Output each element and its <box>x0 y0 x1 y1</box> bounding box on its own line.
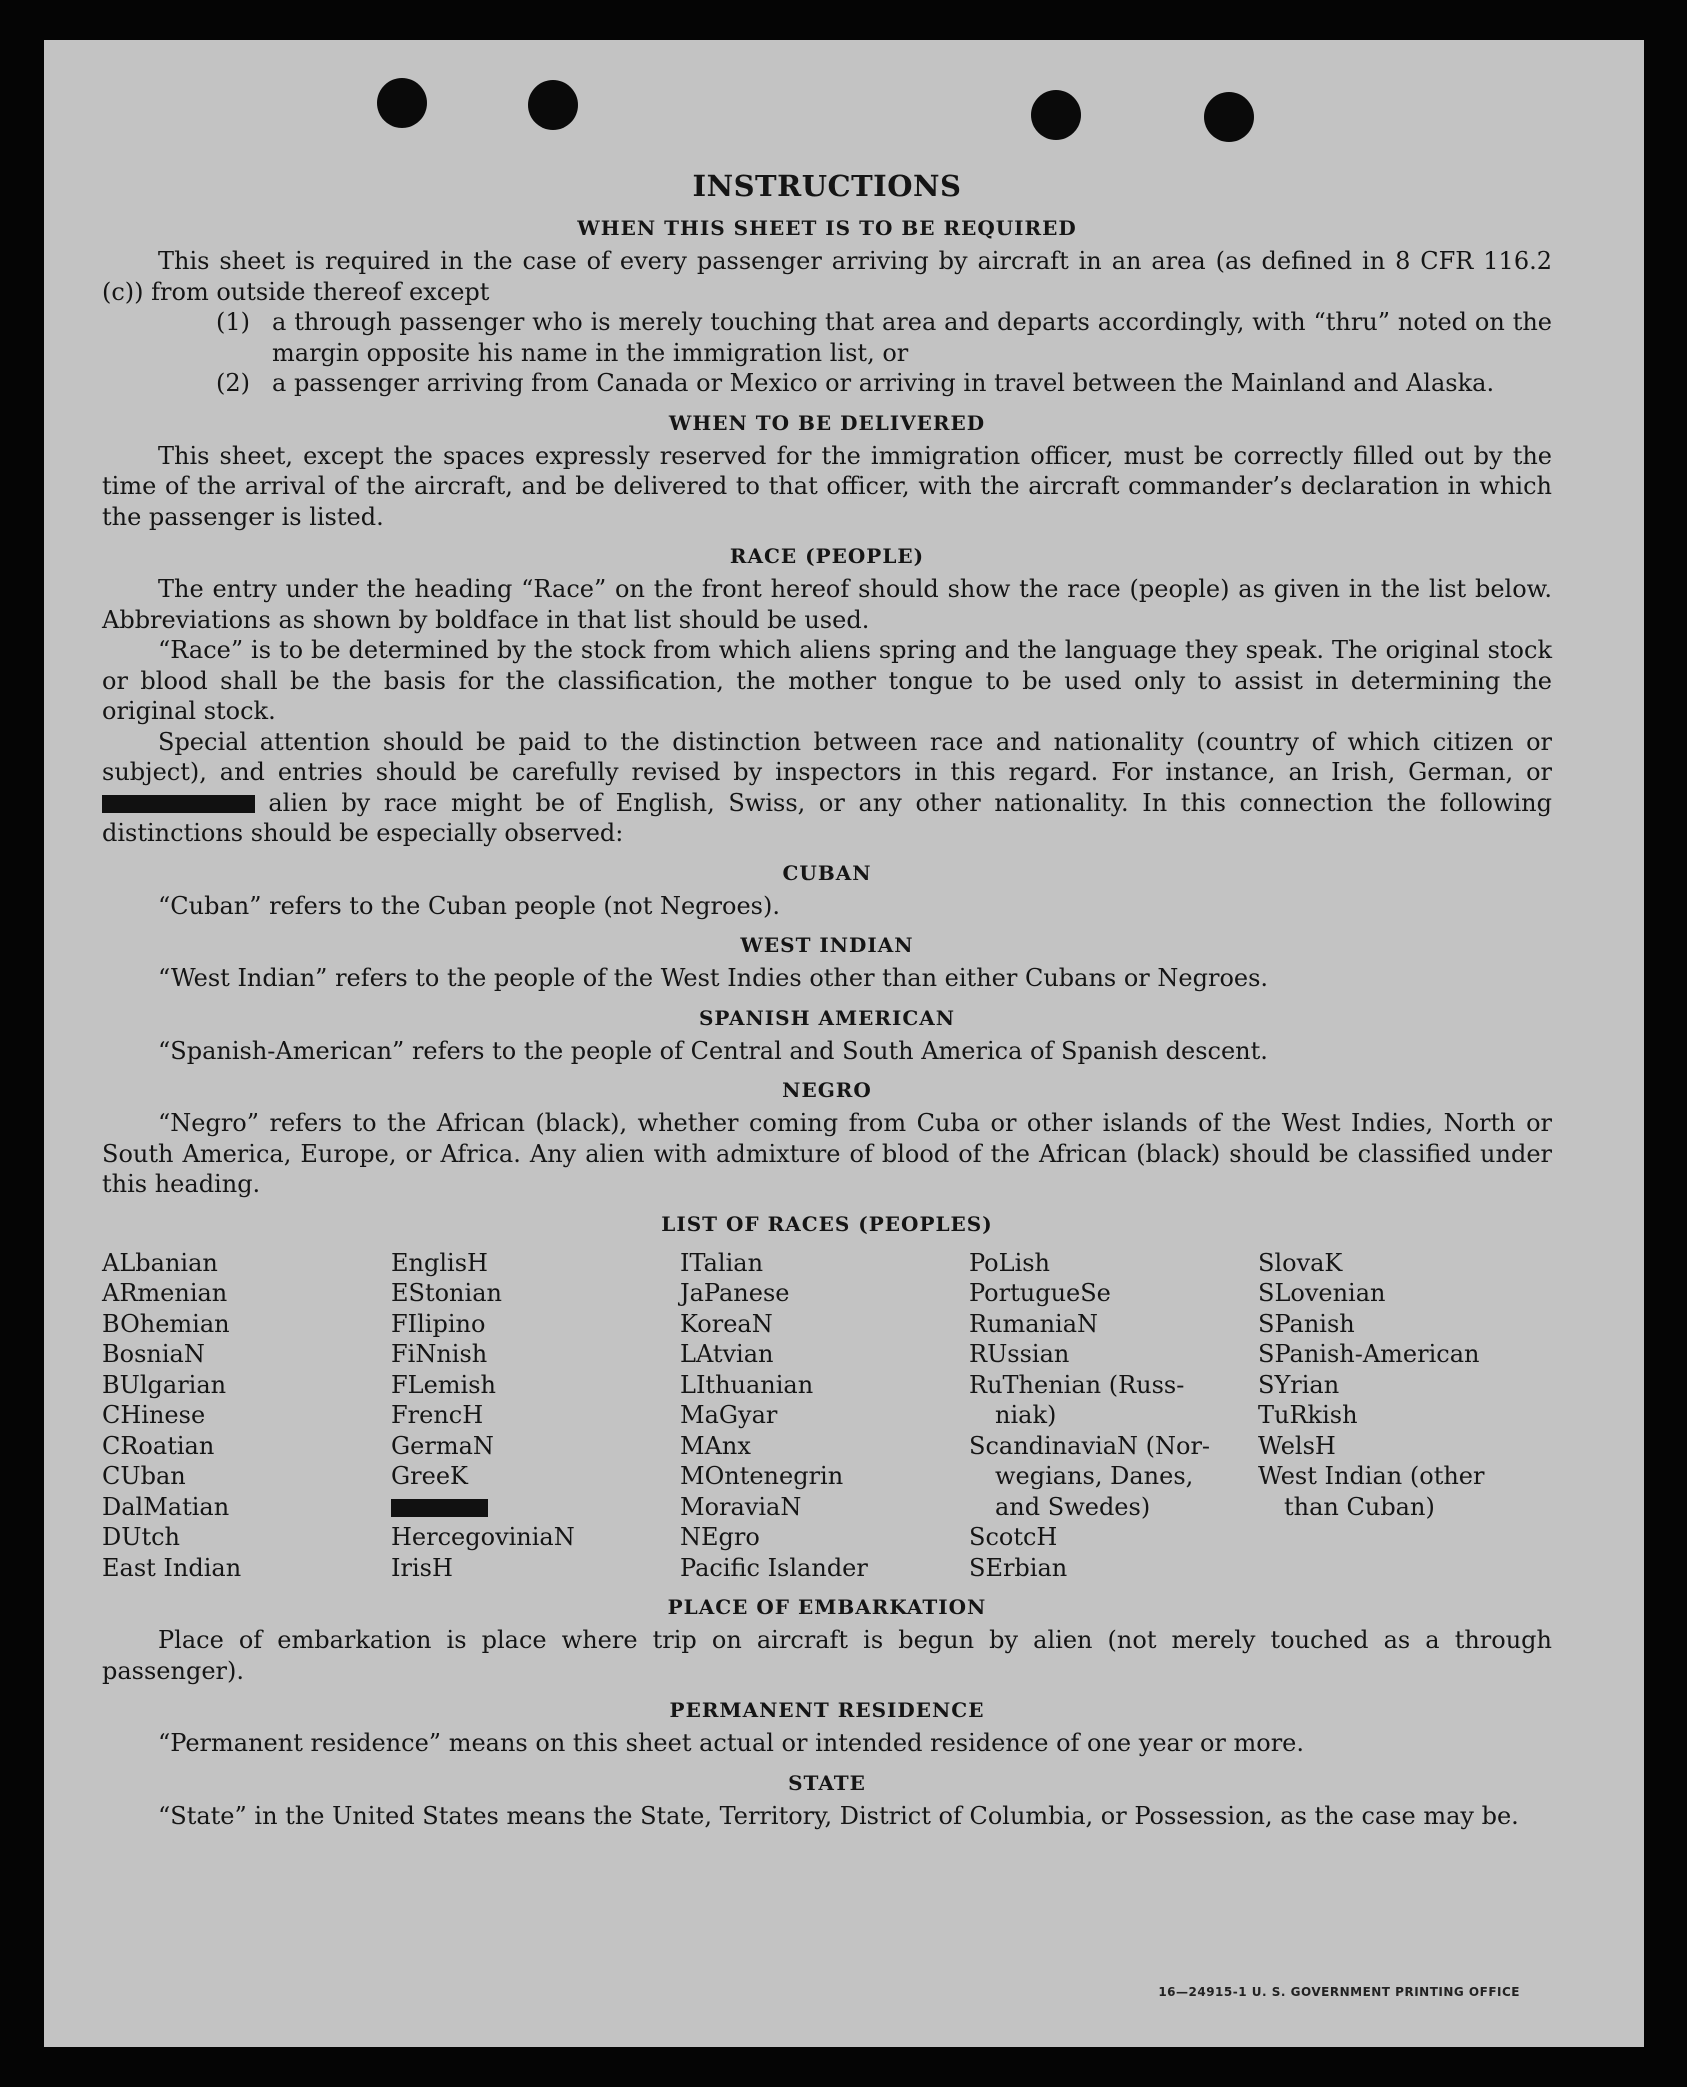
race-paragraph-3a: Special attention should be paid to the distinction between race and nationality (country of which citizen or subject), and entries should be carefully revised by inspectors in this regard. For instance, an Irish, German, or <box>102 727 1552 786</box>
heading-cuban: CUBAN <box>782 860 872 885</box>
document-sheet <box>44 40 1644 2047</box>
required-intro: This sheet is required in the case of every passenger arriving by aircraft in an area (as defined in 8 CFR 116.2 (c)) from outside thereof except <box>102 247 1552 306</box>
race-entry: FLemish <box>391 1370 496 1399</box>
punch-hole <box>377 78 427 128</box>
races-column <box>1258 1248 1547 1584</box>
races-list <box>102 1248 1552 1584</box>
race-entry: FrencH <box>391 1401 484 1429</box>
race-entry: BUlgarian <box>102 1370 227 1399</box>
exception-item <box>216 368 1552 399</box>
residence-text: “Permanent residence” means on this sheet actual or intended residence of one year or more. <box>158 1729 1304 1757</box>
race-entry: NEgro <box>680 1523 760 1551</box>
race-entry: MaGyar <box>680 1401 778 1429</box>
race-entry: TuRkish <box>1258 1401 1358 1429</box>
heading-west-indian: WEST INDIAN <box>740 933 914 957</box>
negro-text: “Negro” refers to the African (black), whether coming from Cuba or other islands of the West Indies, North or South America, Europe, or Africa. Any alien with admixture of blood of the African (black) should be classified under this heading. <box>102 1109 1552 1198</box>
race-entry: BOhemian <box>102 1309 230 1338</box>
race-entry: EStonian <box>391 1279 502 1307</box>
race-entry: East Indian <box>102 1553 242 1582</box>
race-entry: SPanish-American <box>1258 1340 1480 1368</box>
race-entry: CHinese <box>102 1401 206 1429</box>
punch-hole <box>1204 92 1254 142</box>
race-entry: GreeK <box>391 1462 468 1490</box>
race-entry: SLovenian <box>1258 1279 1386 1307</box>
race-entry: RumaniaN <box>969 1309 1099 1338</box>
race-entry: wegians, Danes, <box>995 1462 1194 1490</box>
exception-text: a passenger arriving from Canada or Mexico or arriving in travel between the Mainland and Alaska. <box>272 369 1495 397</box>
state-text: “State” in the United States means the State, Territory, District of Columbia, or Possession, as the case may be. <box>158 1801 1519 1830</box>
heading-embarkation: PLACE OF EMBARKATION <box>667 1595 987 1619</box>
heading-required: WHEN THIS SHEET IS TO BE REQUIRED <box>577 216 1077 240</box>
race-entry: GermaN <box>391 1431 494 1460</box>
cuban-text: “Cuban” refers to the Cuban people (not Negroes). <box>158 891 780 920</box>
races-column <box>969 1248 1258 1584</box>
delivered-text: This sheet, except the spaces expressly reserved for the immigration officer, must be correctly filled out by the time of the arrival of the aircraft, and be delivered to that officer, with the aircraft commander’s declaration in which the passenger is listed. <box>102 441 1552 531</box>
heading-delivered: WHEN TO BE DELIVERED <box>668 410 986 435</box>
race-entry: PoLish <box>969 1248 1051 1277</box>
race-entry: EnglisH <box>391 1248 488 1277</box>
race-entry: FIlipino <box>391 1309 486 1338</box>
race-entry: HercegoviniaN <box>391 1523 575 1551</box>
race-entry: and Swedes) <box>995 1492 1151 1521</box>
instructions-content <box>102 168 1552 1831</box>
heading-state: STATE <box>788 1770 866 1795</box>
race-entry: JaPanese <box>680 1279 790 1307</box>
race-entry: DUtch <box>102 1523 181 1551</box>
race-entry: MoraviaN <box>680 1492 802 1521</box>
embarkation-text: Place of embarkation is place where trip on aircraft is begun by alien (not merely touched as a through passenger). <box>102 1626 1552 1685</box>
race-paragraph-2: “Race” is to be determined by the stock from which aliens spring and the language they speak. The original stock or blood shall be the basis for the classification, the mother tongue to be used only to assist in determining the original stock. <box>102 636 1552 725</box>
race-entry: SPanish <box>1258 1309 1355 1338</box>
west-indian-text: “West Indian” refers to the people of the West Indies other than either Cubans or Negroes. <box>158 964 1269 992</box>
race-paragraph-3 <box>102 727 1552 849</box>
race-entry: PortugueSe <box>969 1279 1111 1307</box>
race-entry: ITalian <box>680 1248 764 1277</box>
race-entry: ScotcH <box>969 1523 1058 1551</box>
race-entry: LIthuanian <box>680 1370 814 1399</box>
races-column <box>102 1248 391 1584</box>
exception-number: (2) <box>216 369 250 397</box>
punch-hole <box>528 80 578 130</box>
race-paragraph-1: The entry under the heading “Race” on the front hereof should show the race (people) as given in the list below. Abbreviations as shown by boldface in that list should be used. <box>102 575 1552 634</box>
races-column <box>391 1248 680 1584</box>
heading-negro: NEGRO <box>782 1078 872 1102</box>
race-entry: IrisH <box>391 1553 453 1582</box>
race-entry: than Cuban) <box>1284 1492 1435 1521</box>
race-entry: RUssian <box>969 1340 1070 1368</box>
redacted-word <box>102 795 255 813</box>
race-entry: RuThenian (Russ- <box>969 1370 1185 1399</box>
printing-office-note: 16—24915-1 U. S. GOVERNMENT PRINTING OFFICE <box>1158 1985 1520 1999</box>
race-entry: MOntenegrin <box>680 1462 844 1490</box>
race-entry: WelsH <box>1258 1431 1336 1460</box>
race-entry: ARmenian <box>102 1279 228 1307</box>
race-entry: CRoatian <box>102 1431 215 1460</box>
race-entry: West Indian (other <box>1258 1462 1485 1490</box>
race-entry: SErbian <box>969 1553 1068 1582</box>
race-entry: DalMatian <box>102 1492 230 1521</box>
race-entry: ScandinaviaN (Nor- <box>969 1431 1211 1460</box>
exception-number: (1) <box>216 308 250 336</box>
race-paragraph-3b: alien by race might be of English, Swiss, or any other nationality. In this connection the following distinctions should be especially observed: <box>102 788 1552 847</box>
heading-list-of-races: LIST OF RACES (PEOPLES) <box>661 1211 993 1236</box>
heading-residence: PERMANENT RESIDENCE <box>669 1698 985 1722</box>
race-entry: niak) <box>995 1401 1057 1429</box>
exception-item <box>216 307 1552 368</box>
race-entry: KoreaN <box>680 1309 773 1338</box>
race-entry <box>391 1492 680 1523</box>
race-entry: LAtvian <box>680 1340 774 1368</box>
race-entry: Pacific Islander <box>680 1553 868 1582</box>
heading-spanish-american: SPANISH AMERICAN <box>698 1005 956 1030</box>
exception-text: a through passenger who is merely touching that area and departs accordingly, with “thru” noted on the margin opposite his name in the immigration list, or <box>272 308 1552 367</box>
race-entry: MAnx <box>680 1431 751 1460</box>
races-column <box>680 1248 969 1584</box>
race-entry: SlovaK <box>1258 1248 1343 1277</box>
heading-race: RACE (PEOPLE) <box>729 544 925 568</box>
race-entry: FiNnish <box>391 1340 488 1368</box>
race-entry: BosniaN <box>102 1340 205 1368</box>
race-entry: ALbanian <box>102 1248 218 1277</box>
race-entry: CUban <box>102 1462 186 1490</box>
page-title: INSTRUCTIONS <box>692 169 962 203</box>
race-entry: SYrian <box>1258 1370 1340 1399</box>
punch-hole <box>1031 90 1081 140</box>
redacted-race <box>391 1499 488 1517</box>
spanish-american-text: “Spanish-American” refers to the people of Central and South America of Spanish descent. <box>158 1036 1268 1065</box>
